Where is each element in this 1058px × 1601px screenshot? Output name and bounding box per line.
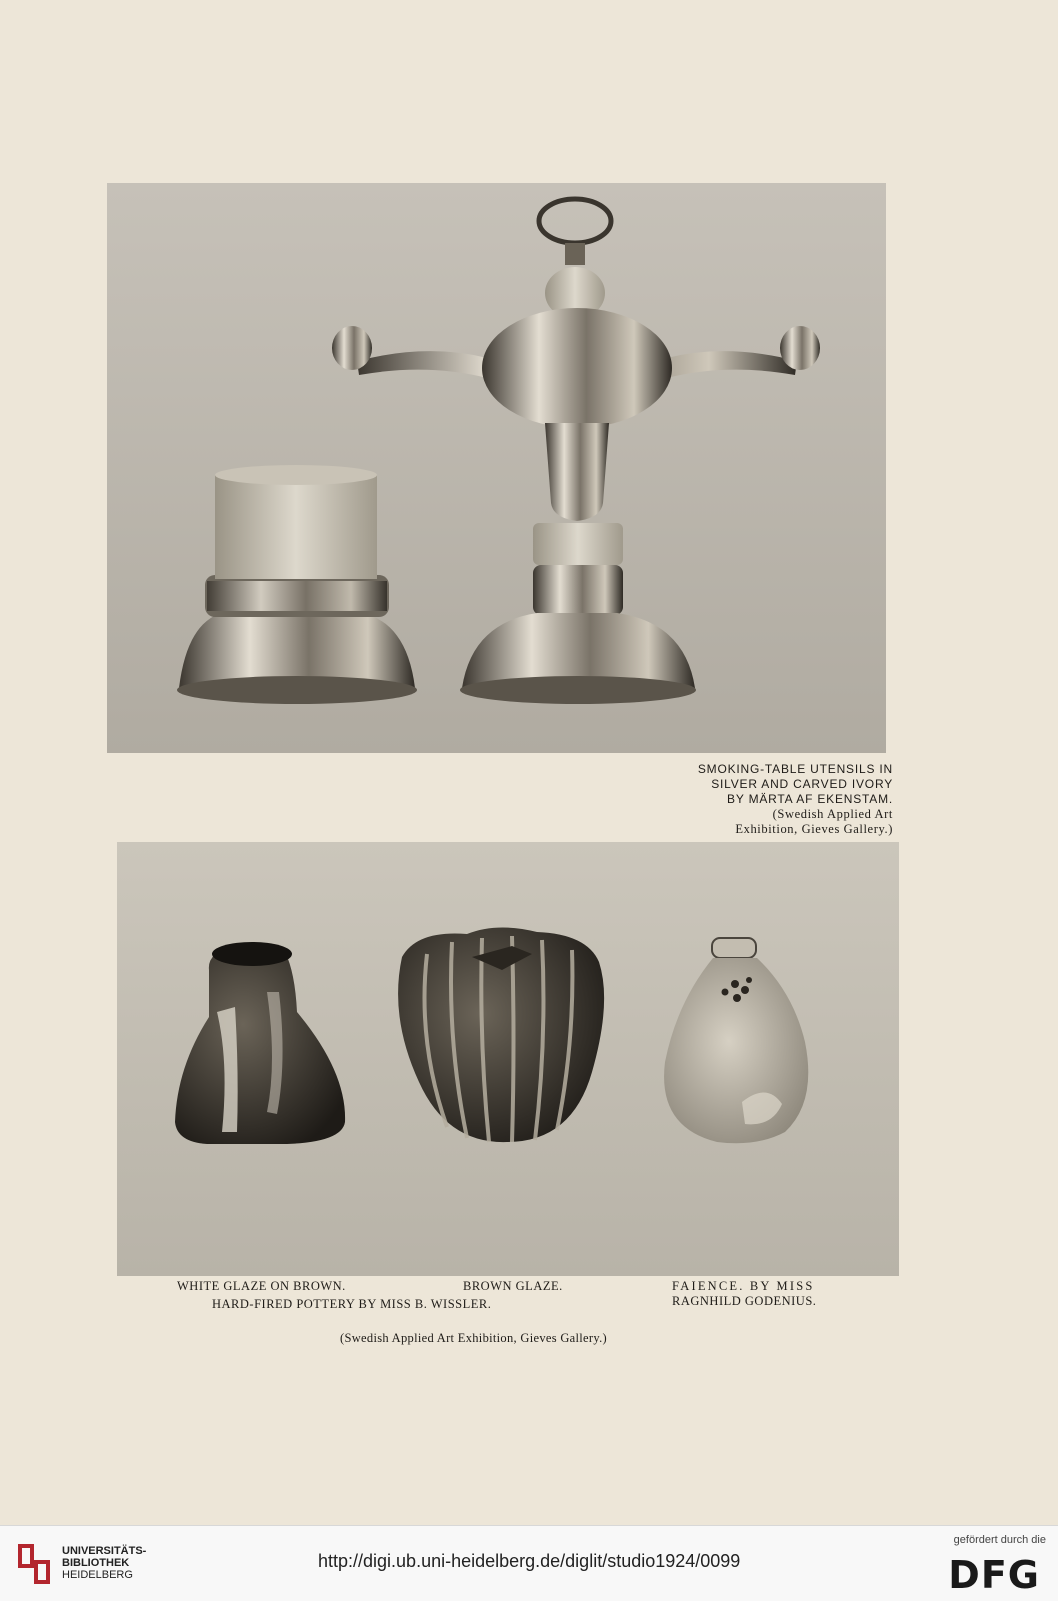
permalink-url[interactable]: http://digi.ub.uni-heidelberg.de/diglit/studio1924/0099 [318,1551,741,1571]
library-name-line: UNIVERSITÄTS- [62,1545,147,1557]
caption-line: (Swedish Applied Art [772,807,893,821]
photo-smoking-utensils [107,183,886,753]
caption-brown-glaze: BROWN GLAZE. [463,1279,563,1293]
smoking-utensils-illustration [107,183,886,753]
library-name[interactable] [62,1545,146,1581]
caption-line: RAGNHILD GODENIUS. [672,1294,817,1308]
caption-faience [672,1279,816,1309]
caption-white-glaze: WHITE GLAZE ON BROWN. [177,1279,346,1293]
caption-line: FAIENCE. BY MISS [672,1279,815,1293]
library-name-line: HEIDELBERG [62,1569,133,1581]
library-name-line: BIBLIOTHEK [62,1557,130,1569]
footer-bar [0,1525,1058,1601]
photo-pottery [117,842,899,1276]
library-logo-icon[interactable] [14,1540,56,1588]
funded-by-label: gefördert durch die [953,1534,1046,1546]
pottery-illustration [117,842,899,1276]
dfg-logo[interactable]: DFG [948,1553,1040,1597]
caption-line: SMOKING-TABLE UTENSILS IN [697,762,893,776]
caption-hard-fired-pottery: HARD-FIRED POTTERY BY MISS B. WISSLER. [212,1297,492,1311]
caption-line: SILVER AND CARVED IVORY [711,777,893,791]
caption-exhibition: (Swedish Applied Art Exhibition, Gieves Gallery.) [340,1331,607,1345]
caption-smoking-utensils [698,762,893,837]
caption-line: BY MÄRTA AF EKENSTAM. [727,792,893,806]
caption-line: Exhibition, Gieves Gallery.) [735,822,893,836]
